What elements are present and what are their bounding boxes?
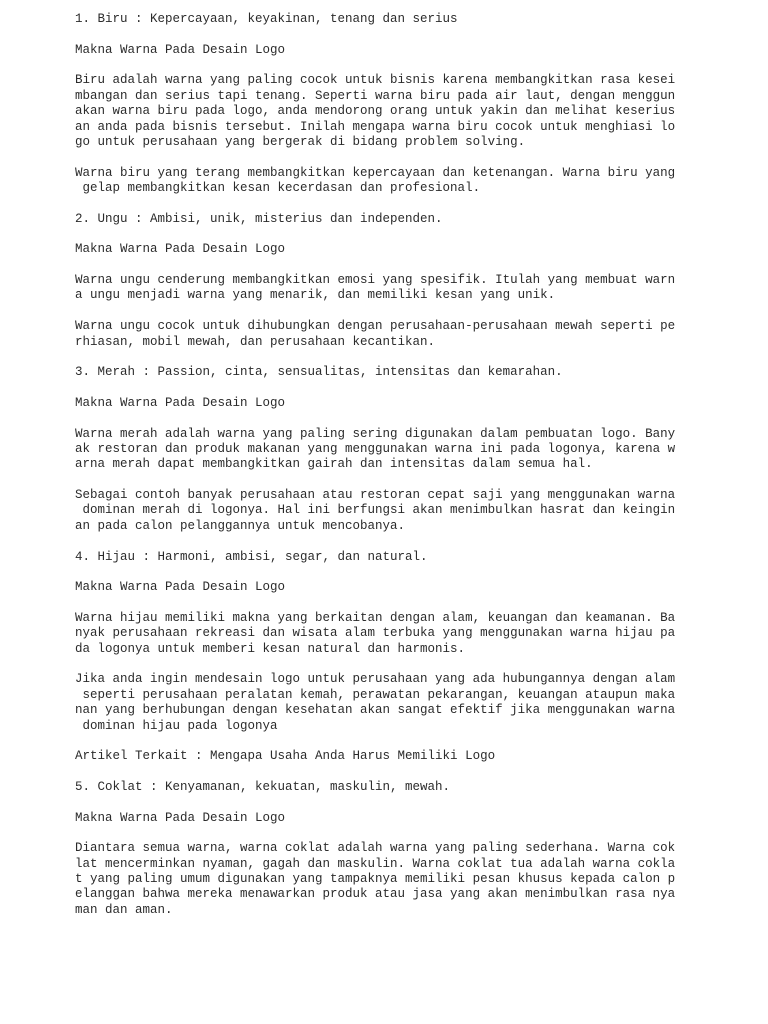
text-line: Warna ungu cenderung membangkitkan emosi yang spesifik. Itulah yang membuat warn bbox=[75, 273, 676, 288]
text-line: akan warna biru pada logo, anda mendorong orang untuk yakin dan melihat keserius bbox=[75, 104, 676, 119]
text-line: Makna Warna Pada Desain Logo bbox=[75, 242, 286, 257]
text-line: Warna biru yang terang membangkitkan kepercayaan dan ketenangan. Warna biru yang bbox=[75, 165, 676, 180]
image-caption bbox=[75, 43, 675, 58]
text-line: Sebagai contoh banyak perusahaan atau restoran cepat saji yang menggunakan warna bbox=[75, 488, 676, 503]
text-line: Biru adalah warna yang paling cocok untuk bisnis karena membangkitkan rasa kesei bbox=[75, 73, 676, 88]
text-line: Artikel Terkait : Mengapa Usaha Anda Harus Memiliki Logo bbox=[75, 749, 496, 764]
text-line: Jika anda ingin mendesain logo untuk perusahaan yang ada hubungannya dengan alam bbox=[75, 672, 676, 687]
text-line: arna merah dapat membangkitkan gairah dan intensitas dalam semua hal. bbox=[75, 457, 593, 472]
text-line: elanggan bahwa mereka menawarkan produk atau jasa yang akan menimbulkan rasa nya bbox=[75, 887, 676, 902]
paragraph bbox=[75, 611, 675, 657]
text-line: lat mencerminkan nyaman, gagah dan maskulin. Warna coklat tua adalah warna cokla bbox=[75, 856, 676, 871]
section-heading bbox=[75, 365, 675, 380]
text-line: t yang paling umum digunakan yang tampaknya memiliki pesan khusus kepada calon p bbox=[75, 872, 676, 887]
section-heading bbox=[75, 12, 675, 27]
text-line: an pada calon pelanggannya untuk mencobanya. bbox=[75, 518, 406, 533]
document-body bbox=[75, 12, 675, 934]
text-line: 5. Coklat : Kenyamanan, kekuatan, maskulin, mewah. bbox=[75, 779, 451, 794]
text-line: Makna Warna Pada Desain Logo bbox=[75, 42, 286, 57]
text-line: Warna ungu cocok untuk dihubungkan dengan perusahaan-perusahaan mewah seperti pe bbox=[75, 319, 676, 334]
paragraph bbox=[75, 488, 675, 534]
text-line: 1. Biru : Kepercayaan, keyakinan, tenang dan serius bbox=[75, 12, 458, 26]
text-line: a ungu menjadi warna yang menarik, dan memiliki kesan yang unik. bbox=[75, 288, 556, 303]
paragraph bbox=[75, 166, 675, 197]
text-line: Warna hijau memiliki makna yang berkaitan dengan alam, keuangan dan keamanan. Ba bbox=[75, 610, 676, 625]
text-line: seperti perusahaan peralatan kemah, perawatan pekarangan, keuangan ataupun maka bbox=[75, 687, 676, 702]
text-line: 2. Ungu : Ambisi, unik, misterius dan independen. bbox=[75, 211, 443, 226]
text-line: nyak perusahaan rekreasi dan wisata alam terbuka yang menggunakan warna hijau pa bbox=[75, 626, 676, 641]
text-line: nan yang berhubungan dengan kesehatan akan sangat efektif jika menggunakan warna bbox=[75, 703, 676, 718]
text-line: gelap membangkitkan kesan kecerdasan dan profesional. bbox=[75, 181, 481, 196]
section-heading bbox=[75, 780, 675, 795]
image-caption bbox=[75, 580, 675, 595]
text-line: Makna Warna Pada Desain Logo bbox=[75, 580, 286, 595]
text-line: rhiasan, mobil mewah, dan perusahaan kecantikan. bbox=[75, 334, 436, 349]
text-line: mbangan dan serius tapi tenang. Seperti warna biru pada air laut, dengan menggun bbox=[75, 88, 676, 103]
paragraph bbox=[75, 672, 675, 734]
text-line: 4. Hijau : Harmoni, ambisi, segar, dan natural. bbox=[75, 549, 428, 564]
image-caption bbox=[75, 811, 675, 826]
text-line: go untuk perusahaan yang bergerak di bidang problem solving. bbox=[75, 134, 526, 149]
image-caption bbox=[75, 242, 675, 257]
related-article-link[interactable] bbox=[75, 749, 675, 764]
paragraph bbox=[75, 73, 675, 150]
paragraph bbox=[75, 841, 675, 918]
text-line: da logonya untuk memberi kesan natural dan harmonis. bbox=[75, 641, 466, 656]
section-heading bbox=[75, 550, 675, 565]
text-line: Makna Warna Pada Desain Logo bbox=[75, 810, 286, 825]
text-line: dominan hijau pada logonya bbox=[75, 718, 278, 733]
paragraph bbox=[75, 319, 675, 350]
section-heading bbox=[75, 212, 675, 227]
text-line: dominan merah di logonya. Hal ini berfungsi akan menimbulkan hasrat dan keingin bbox=[75, 503, 676, 518]
image-caption bbox=[75, 396, 675, 411]
text-line: Diantara semua warna, warna coklat adalah warna yang paling sederhana. Warna cok bbox=[75, 841, 676, 856]
paragraph bbox=[75, 427, 675, 473]
text-line: Makna Warna Pada Desain Logo bbox=[75, 395, 286, 410]
text-line: 3. Merah : Passion, cinta, sensualitas, intensitas dan kemarahan. bbox=[75, 365, 563, 380]
text-line: an anda pada bisnis tersebut. Inilah mengapa warna biru cocok untuk menghiasi lo bbox=[75, 119, 676, 134]
text-line: ak restoran dan produk makanan yang menggunakan warna ini pada logonya, karena w bbox=[75, 442, 676, 456]
text-line: man dan aman. bbox=[75, 902, 173, 917]
paragraph bbox=[75, 273, 675, 304]
text-line: Warna merah adalah warna yang paling sering digunakan dalam pembuatan logo. Bany bbox=[75, 426, 676, 441]
